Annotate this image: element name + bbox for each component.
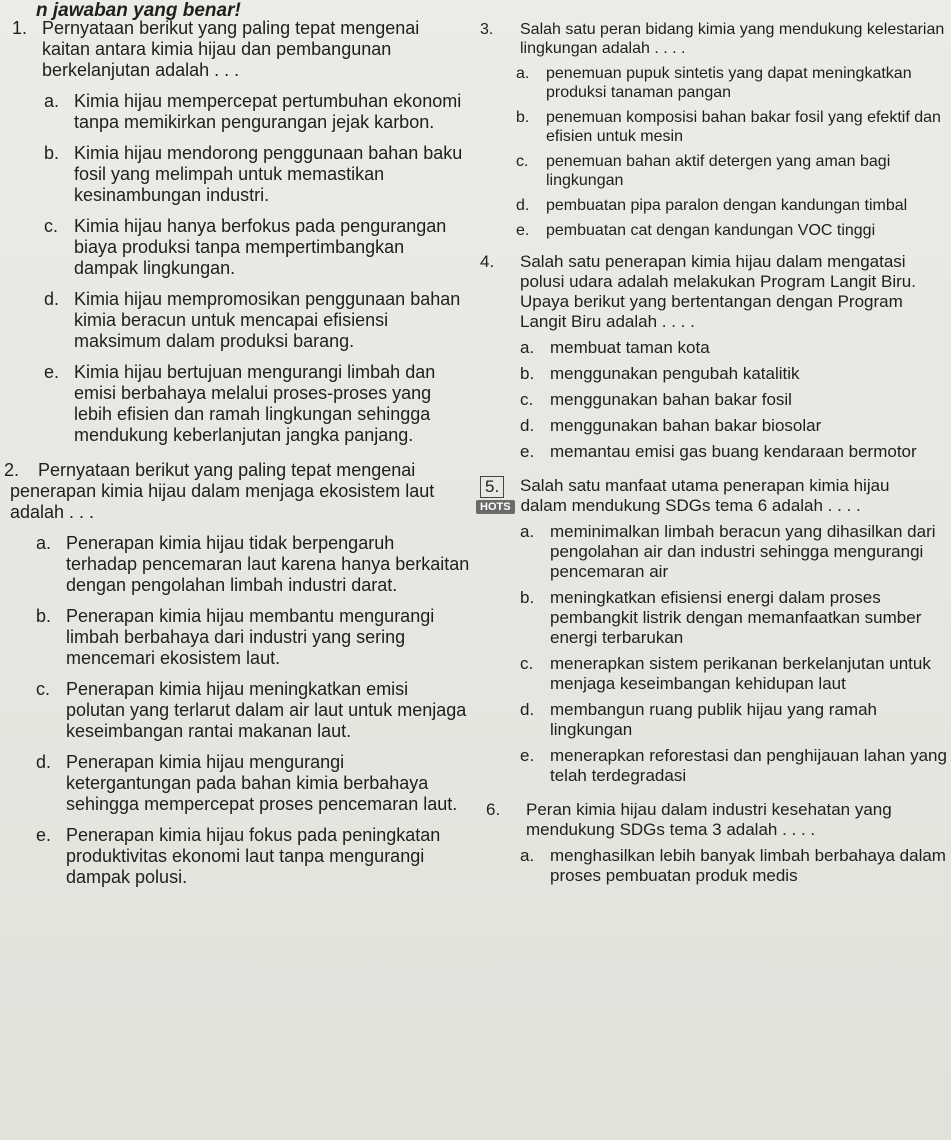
option-d: d. pembuatan pipa paralon dengan kandungan timbal	[516, 197, 908, 214]
option-e: e. Kimia hijau bertujuan mengurangi limbah dan emisi berbahaya melalui proses-proses yang lebih efisien dan ramah lingkungan sehingga mendukung keberlanjutan jangka panjang.	[44, 362, 436, 445]
option-a: a. Penerapan kimia hijau tidak berpengaruh terhadap pencemaran laut karena hanya berkaitan dengan pengolahan limbah industri darat.	[36, 533, 470, 595]
left-column	[0, 18, 470, 888]
option-e: e. menerapkan reforestasi dan penghijauan lahan yang telah terdegradasi	[520, 746, 947, 785]
option-a: a. meminimalkan limbah beracun yang dihasilkan dari pengolahan air dan industri sehingga mengurangi pencemaran air	[520, 522, 936, 581]
option-b: b. Penerapan kimia hijau membantu mengurangi limbah berbahaya dari industri yang sering mencemari ekosistem laut.	[36, 606, 435, 668]
question-stem: Pernyataan berikut yang paling tepat mengenai penerapan kimia hijau dalam menjaga ekosistem laut adalah . . .	[10, 460, 435, 522]
option-c: c. menggunakan bahan bakar fosil	[520, 390, 792, 409]
option-b: b. meningkatkan efisiensi energi dalam proses pembangkit listrik dengan memanfaatkan sumber energi terbarukan	[520, 588, 922, 647]
question-number: 6.	[486, 800, 501, 819]
question-number: 4.	[480, 252, 495, 271]
question-number: 3.	[480, 21, 494, 38]
question-2	[0, 460, 470, 888]
question-number: 2.	[4, 460, 20, 480]
option-d: d. membangun ruang publik hijau yang ramah lingkungan	[520, 700, 877, 739]
question-stem: Pernyataan berikut yang paling tepat mengenai kaitan antara kimia hijau dan pembangunan berkelanjutan adalah . . .	[42, 18, 420, 80]
option-d: d. menggunakan bahan bakar biosolar	[520, 416, 822, 435]
question-stem: Salah satu penerapan kimia hijau dalam mengatasi polusi udara adalah melakukan Program Langit Biru. Upaya berikut yang bertentangan dengan Program Langit Biru adalah . . . .	[520, 252, 916, 331]
question-stem: Salah satu peran bidang kimia yang mendukung kelestarian lingkungan adalah . . . .	[520, 21, 945, 57]
option-c: c. penemuan bahan aktif detergen yang aman bagi lingkungan	[516, 153, 891, 189]
option-c: c. menerapkan sistem perikanan berkelanjutan untuk menjaga keseimbangan kehidupan laut	[520, 654, 931, 693]
option-a: a. Kimia hijau mempercepat pertumbuhan ekonomi tanpa memikirkan pengurangan jejak karbon.	[44, 91, 462, 132]
question-4	[468, 252, 951, 462]
question-number: 1.	[12, 18, 28, 38]
option-e: e. memantau emisi gas buang kendaraan bermotor	[520, 442, 917, 461]
option-a: a. penemuan pupuk sintetis yang dapat meningkatkan produksi tanaman pangan	[516, 65, 912, 101]
option-c: c. Kimia hijau hanya berfokus pada pengurangan biaya produksi tanpa mempertimbangkan dampak lingkungan.	[44, 216, 447, 278]
option-c: c. Penerapan kimia hijau meningkatkan emisi polutan yang terlarut dalam air laut untuk menjaga keseimbangan rantai makanan laut.	[36, 679, 467, 741]
option-e: e. pembuatan cat dengan kandungan VOC tinggi	[516, 222, 876, 239]
option-b: b. Kimia hijau mendorong penggunaan bahan baku fosil yang melimpah untuk memastikan kesinambungan industri.	[44, 143, 463, 205]
section-heading: n jawaban yang benar!	[36, 0, 241, 21]
option-a: a. membuat taman kota	[520, 338, 710, 357]
question-6	[468, 800, 951, 886]
question-number: 5.	[480, 476, 504, 498]
option-b: b. penemuan komposisi bahan bakar fosil yang efektif dan efisien untuk mesin	[516, 109, 941, 145]
question-1	[0, 18, 470, 446]
question-3	[468, 20, 951, 240]
option-d: d. Penerapan kimia hijau mengurangi ketergantungan pada bahan kimia berbahaya sehingga mempercepat proses pencemaran laut.	[36, 752, 458, 814]
hots-badge: HOTS	[476, 500, 515, 514]
question-stem-cont: dalam mendukung SDGs tema 6 adalah . . . .	[520, 496, 861, 515]
question-stem: Salah satu manfaat utama penerapan kimia hijau	[520, 476, 890, 495]
question-stem: Peran kimia hijau dalam industri kesehatan yang mendukung SDGs tema 3 adalah . . . .	[526, 800, 892, 839]
option-a: a. menghasilkan lebih banyak limbah berbahaya dalam proses pembuatan produk medis	[520, 846, 946, 885]
option-d: d. Kimia hijau mempromosikan penggunaan bahan kimia beracun untuk mencapai efisiensi maksimum dalam produksi barang.	[44, 289, 461, 351]
question-5	[468, 476, 951, 786]
right-column	[468, 20, 951, 886]
option-e: e. Penerapan kimia hijau fokus pada peningkatan produktivitas ekonomi laut tanpa mengurangi dampak polusi.	[36, 825, 441, 887]
option-b: b. menggunakan pengubah katalitik	[520, 364, 800, 383]
